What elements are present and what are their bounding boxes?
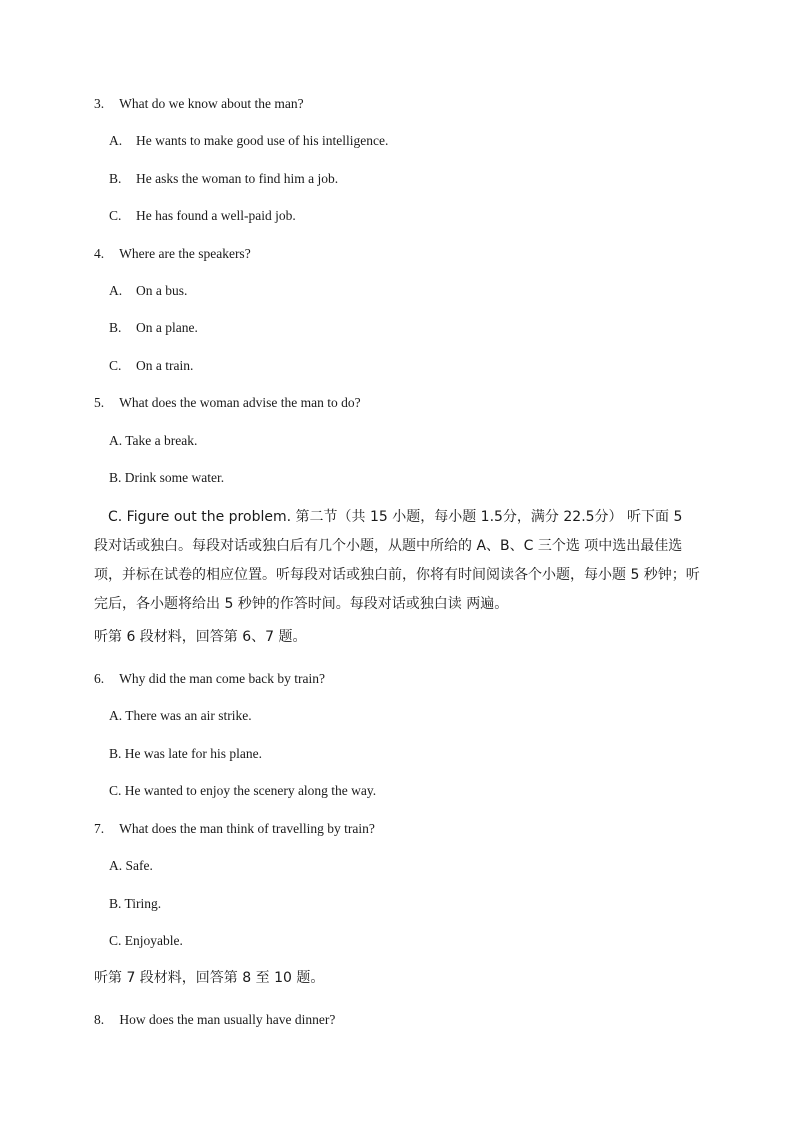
option-text: A. Safe. xyxy=(109,858,153,873)
option-4c xyxy=(109,357,193,374)
question-number: 3. xyxy=(94,96,105,111)
question-text: Where are the speakers? xyxy=(119,246,251,261)
option-text: On a train. xyxy=(136,358,194,373)
question-number: 8. xyxy=(94,1012,105,1027)
option-4a xyxy=(109,282,187,299)
option-letter: B. xyxy=(109,171,122,186)
option-text: B. Tiring. xyxy=(109,896,162,911)
option-6a xyxy=(109,707,252,724)
question-5 xyxy=(94,394,361,411)
option-text: C. He wanted to enjoy the scenery along the way. xyxy=(109,783,377,798)
question-6 xyxy=(94,670,325,687)
option-text: He has found a well-paid job. xyxy=(136,208,296,223)
option-text: B. He was late for his plane. xyxy=(109,746,262,761)
option-3a xyxy=(109,132,388,149)
option-4b xyxy=(109,319,198,336)
question-4 xyxy=(94,245,251,262)
question-text: How does the man usually have dinner? xyxy=(119,1012,336,1027)
question-8 xyxy=(94,1011,335,1028)
option-letter: C. xyxy=(109,208,122,223)
option-text: He wants to make good use of his intelligence. xyxy=(136,133,389,148)
option-text: On a bus. xyxy=(136,283,188,298)
instruction-8-10: 听第 7 段材料，回答第 8 至 10 题。 xyxy=(94,970,325,986)
question-text: What do we know about the man? xyxy=(119,96,304,111)
question-text: Why did the man come back by train? xyxy=(119,671,325,686)
option-letter: A. xyxy=(109,283,123,298)
option-5b xyxy=(109,469,224,486)
question-number: 6. xyxy=(94,671,105,686)
option-text: A. Take a break. xyxy=(109,433,198,448)
option-5a xyxy=(109,432,197,449)
option-text: On a plane. xyxy=(136,320,198,335)
option-7c xyxy=(109,932,183,949)
question-number: 5. xyxy=(94,395,105,410)
question-number: 7. xyxy=(94,821,105,836)
option-3c xyxy=(109,207,296,224)
question-3 xyxy=(94,95,304,112)
option-6c xyxy=(109,782,376,799)
question-7 xyxy=(94,820,375,837)
option-6b xyxy=(109,745,262,762)
option-letter: B. xyxy=(109,320,122,335)
option-text: A. There was an air strike. xyxy=(109,708,252,723)
option-text: He asks the woman to find him a job. xyxy=(136,171,339,186)
option-7a xyxy=(109,857,153,874)
option-3b xyxy=(109,170,338,187)
option-7b xyxy=(109,895,161,912)
instruction-6-7: 听第 6 段材料，回答第 6、7 题。 xyxy=(94,629,307,645)
section-paragraph-text: C. Figure out the problem. 第二节（共 15 小题，每小题 1.5分，满分 22.5分） 听下面 5 段对话或独白。每段对话或独白后有几个小题，从题中所给的 A、B、C 三个选 项中选出最佳选项，并标在试卷的相应位置。听每段对话或独白前，你将有时间阅读各个小题，每小题 5 秒钟；听完后，各小题将给出 5 秒钟的作答时间。每段对话或独白读 两遍。 xyxy=(94,509,700,612)
question-text: What does the woman advise the man to do? xyxy=(119,395,361,410)
option-letter: A. xyxy=(109,133,123,148)
question-number: 4. xyxy=(94,246,105,261)
section-two-instructions xyxy=(94,503,700,619)
question-text: What does the man think of travelling by train? xyxy=(119,821,375,836)
option-text: C. Enjoyable. xyxy=(109,933,183,948)
option-text: B. Drink some water. xyxy=(109,470,225,485)
option-letter: C. xyxy=(109,358,122,373)
